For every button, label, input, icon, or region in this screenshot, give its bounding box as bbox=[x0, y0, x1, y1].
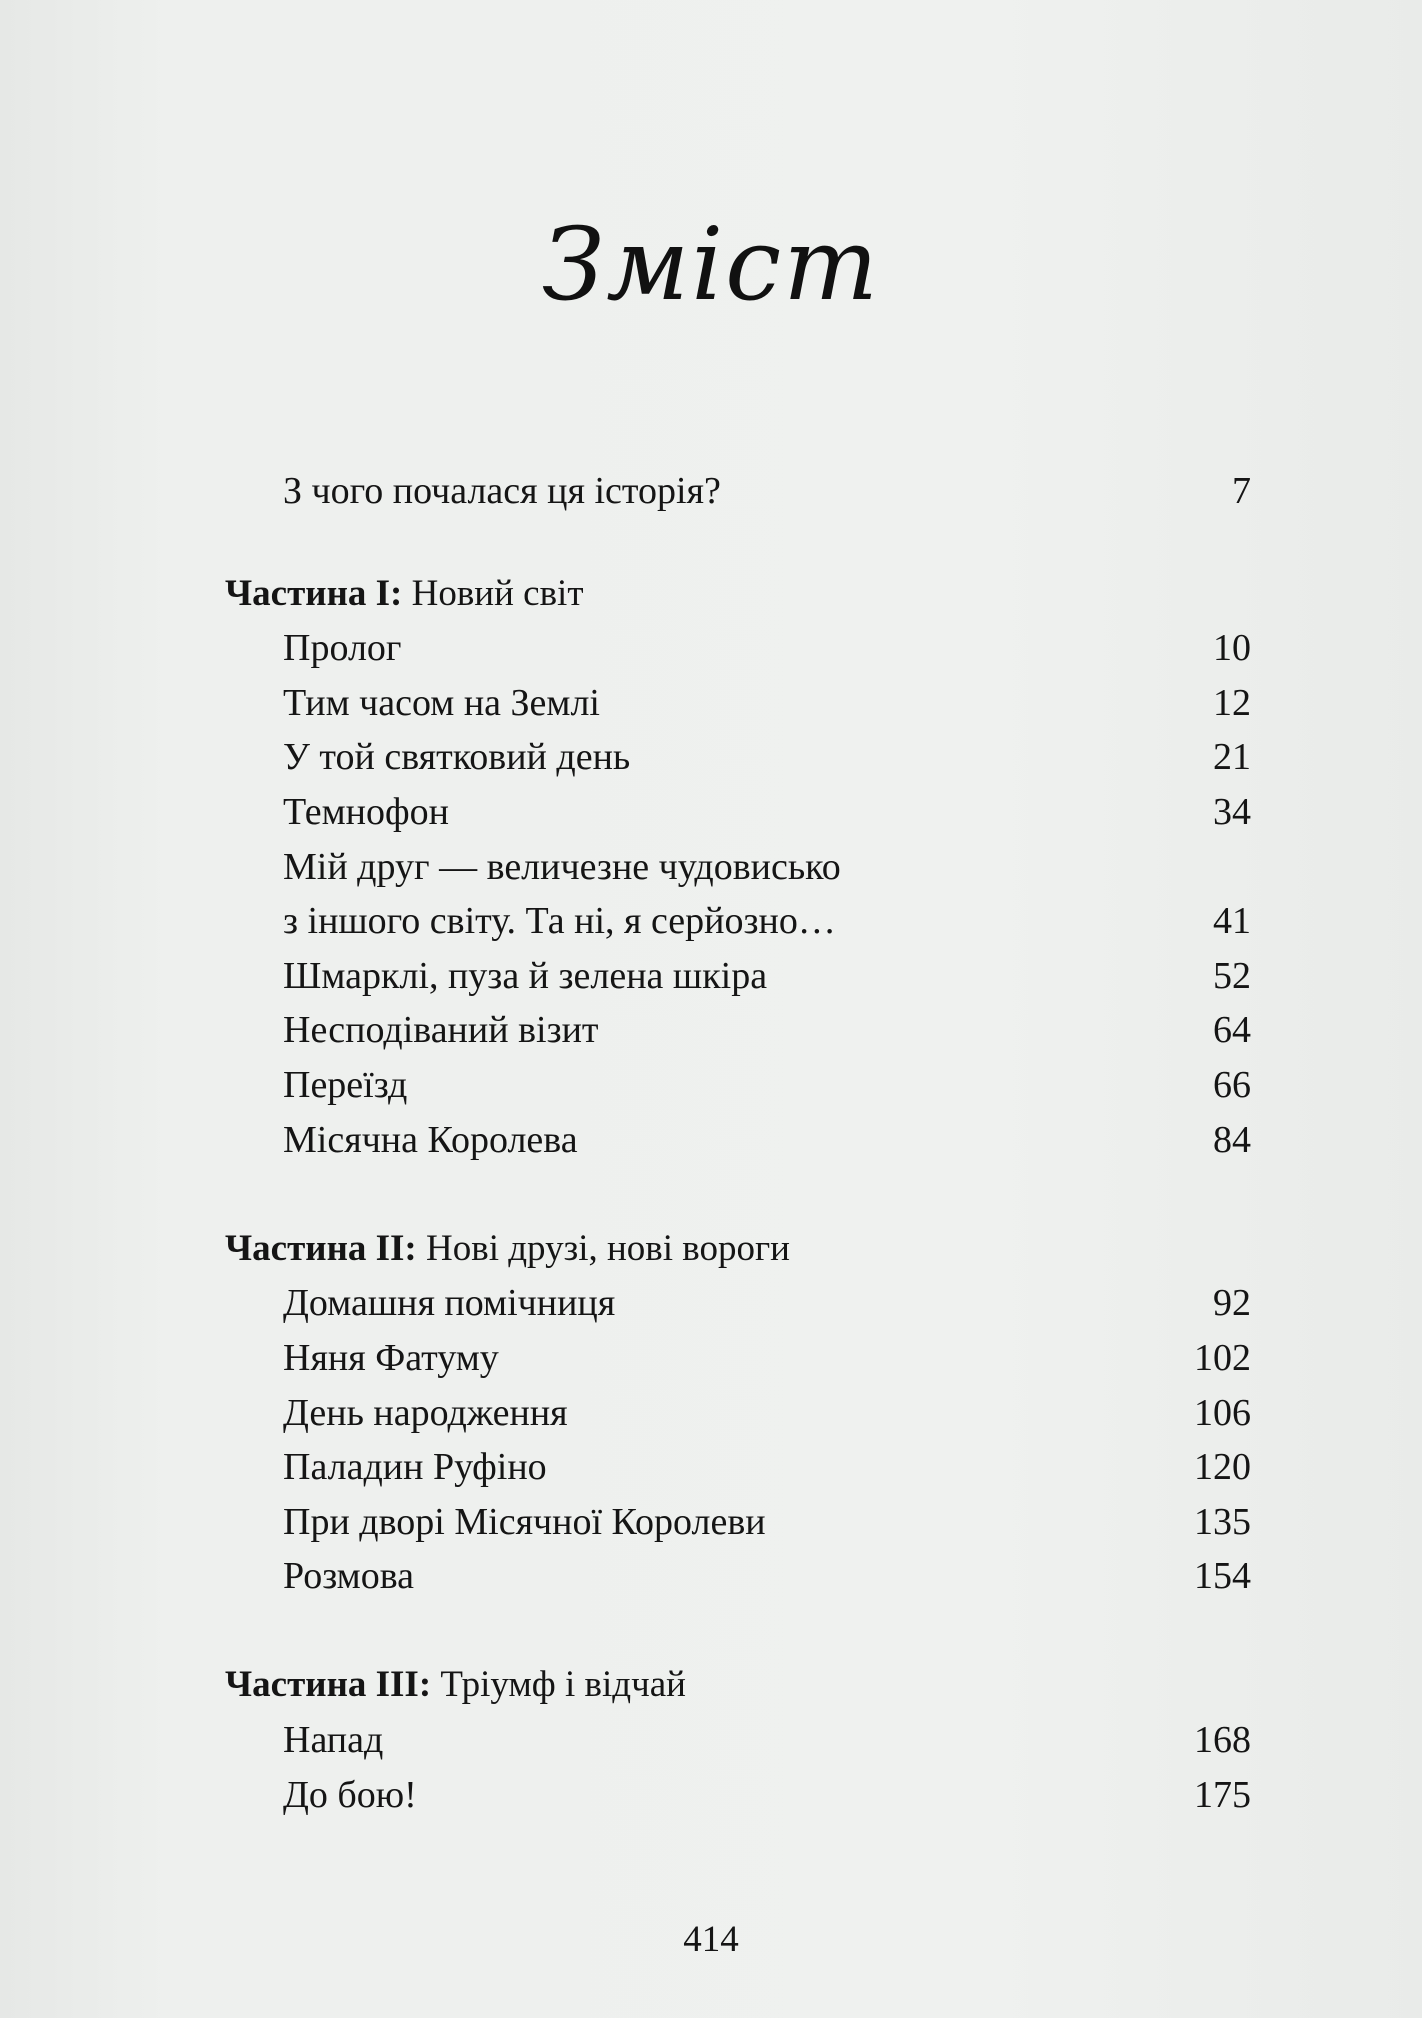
toc-entry bbox=[225, 1276, 1251, 1331]
toc-entry-page: 12 bbox=[1213, 681, 1251, 724]
part-title: Тріумф і відчай bbox=[440, 1664, 686, 1706]
spacer bbox=[225, 1604, 1251, 1659]
toc-entry bbox=[225, 1113, 1251, 1168]
toc-entry bbox=[225, 1440, 1251, 1495]
page-number: 414 bbox=[683, 1919, 739, 1960]
toc-entry-label: Няня Фатуму bbox=[283, 1336, 499, 1379]
toc-entry-label: Мій друг — величезне чудовисько bbox=[283, 845, 841, 888]
toc-entry-label: Напад bbox=[283, 1719, 384, 1762]
toc-entry-page: 64 bbox=[1213, 1009, 1251, 1052]
toc-entry bbox=[225, 1495, 1251, 1550]
toc-entry-label: Темнофон bbox=[283, 790, 449, 833]
spacer bbox=[225, 1167, 1251, 1222]
toc-entry-page: 41 bbox=[1213, 900, 1251, 943]
toc-entry bbox=[225, 621, 1251, 676]
spacer bbox=[225, 519, 1251, 567]
toc-entry-label: Паладин Руфіно bbox=[283, 1446, 547, 1489]
toc-entry-page: 102 bbox=[1194, 1336, 1251, 1379]
toc-entry bbox=[225, 1768, 1251, 1823]
toc-entry-label: Несподіваний візит bbox=[283, 1009, 599, 1052]
toc-entry-label: Розмова bbox=[283, 1555, 415, 1598]
toc-entry-label: До бою! bbox=[283, 1773, 417, 1816]
toc-entry-page: 168 bbox=[1194, 1719, 1251, 1762]
part-heading-2 bbox=[225, 1222, 1251, 1277]
part-prefix: Частина III: bbox=[225, 1664, 432, 1706]
toc-entry-page: 52 bbox=[1213, 954, 1251, 997]
toc-entry-page: 34 bbox=[1213, 790, 1251, 833]
toc-entry-page: 154 bbox=[1194, 1555, 1251, 1598]
toc-entry bbox=[225, 730, 1251, 785]
toc-entry-label: Шмарклі, пуза й зелена шкіра bbox=[283, 954, 768, 997]
part-prefix: Частина I: bbox=[225, 572, 403, 614]
part-prefix: Частина II: bbox=[225, 1227, 417, 1269]
toc-entry-page: 84 bbox=[1213, 1118, 1251, 1161]
toc-entry bbox=[225, 1713, 1251, 1768]
toc-entry-page: 10 bbox=[1213, 627, 1251, 670]
toc-entry-page: 21 bbox=[1213, 736, 1251, 779]
part-heading-1 bbox=[225, 567, 1251, 622]
toc-entry-label: Переїзд bbox=[283, 1063, 408, 1106]
toc-entry-label: При дворі Місячної Королеви bbox=[283, 1500, 766, 1543]
toc-entry-label: Пролог bbox=[283, 627, 402, 670]
part-title: Нові друзі, нові вороги bbox=[426, 1227, 790, 1269]
toc-entry-label: У той святковий день bbox=[283, 736, 631, 779]
toc-entry-label: Тим часом на Землі bbox=[283, 681, 600, 724]
part-heading-3 bbox=[225, 1658, 1251, 1713]
toc-entry-page: 135 bbox=[1194, 1500, 1251, 1543]
toc-entry-label: з іншого світу. Та ні, я серйозно… bbox=[283, 900, 836, 943]
toc-entry-page: 7 bbox=[1232, 470, 1251, 512]
part-title: Новий світ bbox=[411, 572, 584, 614]
toc-entry bbox=[225, 1386, 1251, 1441]
toc-entry-label: Місячна Королева bbox=[283, 1118, 578, 1161]
page-title: Зміст bbox=[541, 206, 881, 323]
toc-entry bbox=[225, 785, 1251, 840]
toc-entry-page: 92 bbox=[1213, 1282, 1251, 1325]
toc-entry bbox=[225, 894, 1251, 949]
toc-entry-page: 120 bbox=[1194, 1446, 1251, 1489]
toc-entry-label: Домашня помічниця bbox=[283, 1282, 616, 1325]
toc-entry bbox=[225, 1058, 1251, 1113]
toc-entry bbox=[225, 840, 1251, 895]
toc-entry bbox=[225, 676, 1251, 731]
toc-entry-label: З чого почалася ця історія? bbox=[283, 470, 721, 512]
toc-entry-page: 106 bbox=[1194, 1391, 1251, 1434]
toc-entry-page: 175 bbox=[1194, 1773, 1251, 1816]
toc-entry-page: 66 bbox=[1213, 1063, 1251, 1106]
toc-entry bbox=[225, 1003, 1251, 1058]
table-of-contents bbox=[225, 464, 1251, 1822]
toc-entry bbox=[225, 1331, 1251, 1386]
toc-entry bbox=[225, 1549, 1251, 1604]
toc-entry-intro bbox=[225, 464, 1251, 519]
toc-entry bbox=[225, 949, 1251, 1004]
toc-entry-label: День народження bbox=[283, 1391, 568, 1434]
